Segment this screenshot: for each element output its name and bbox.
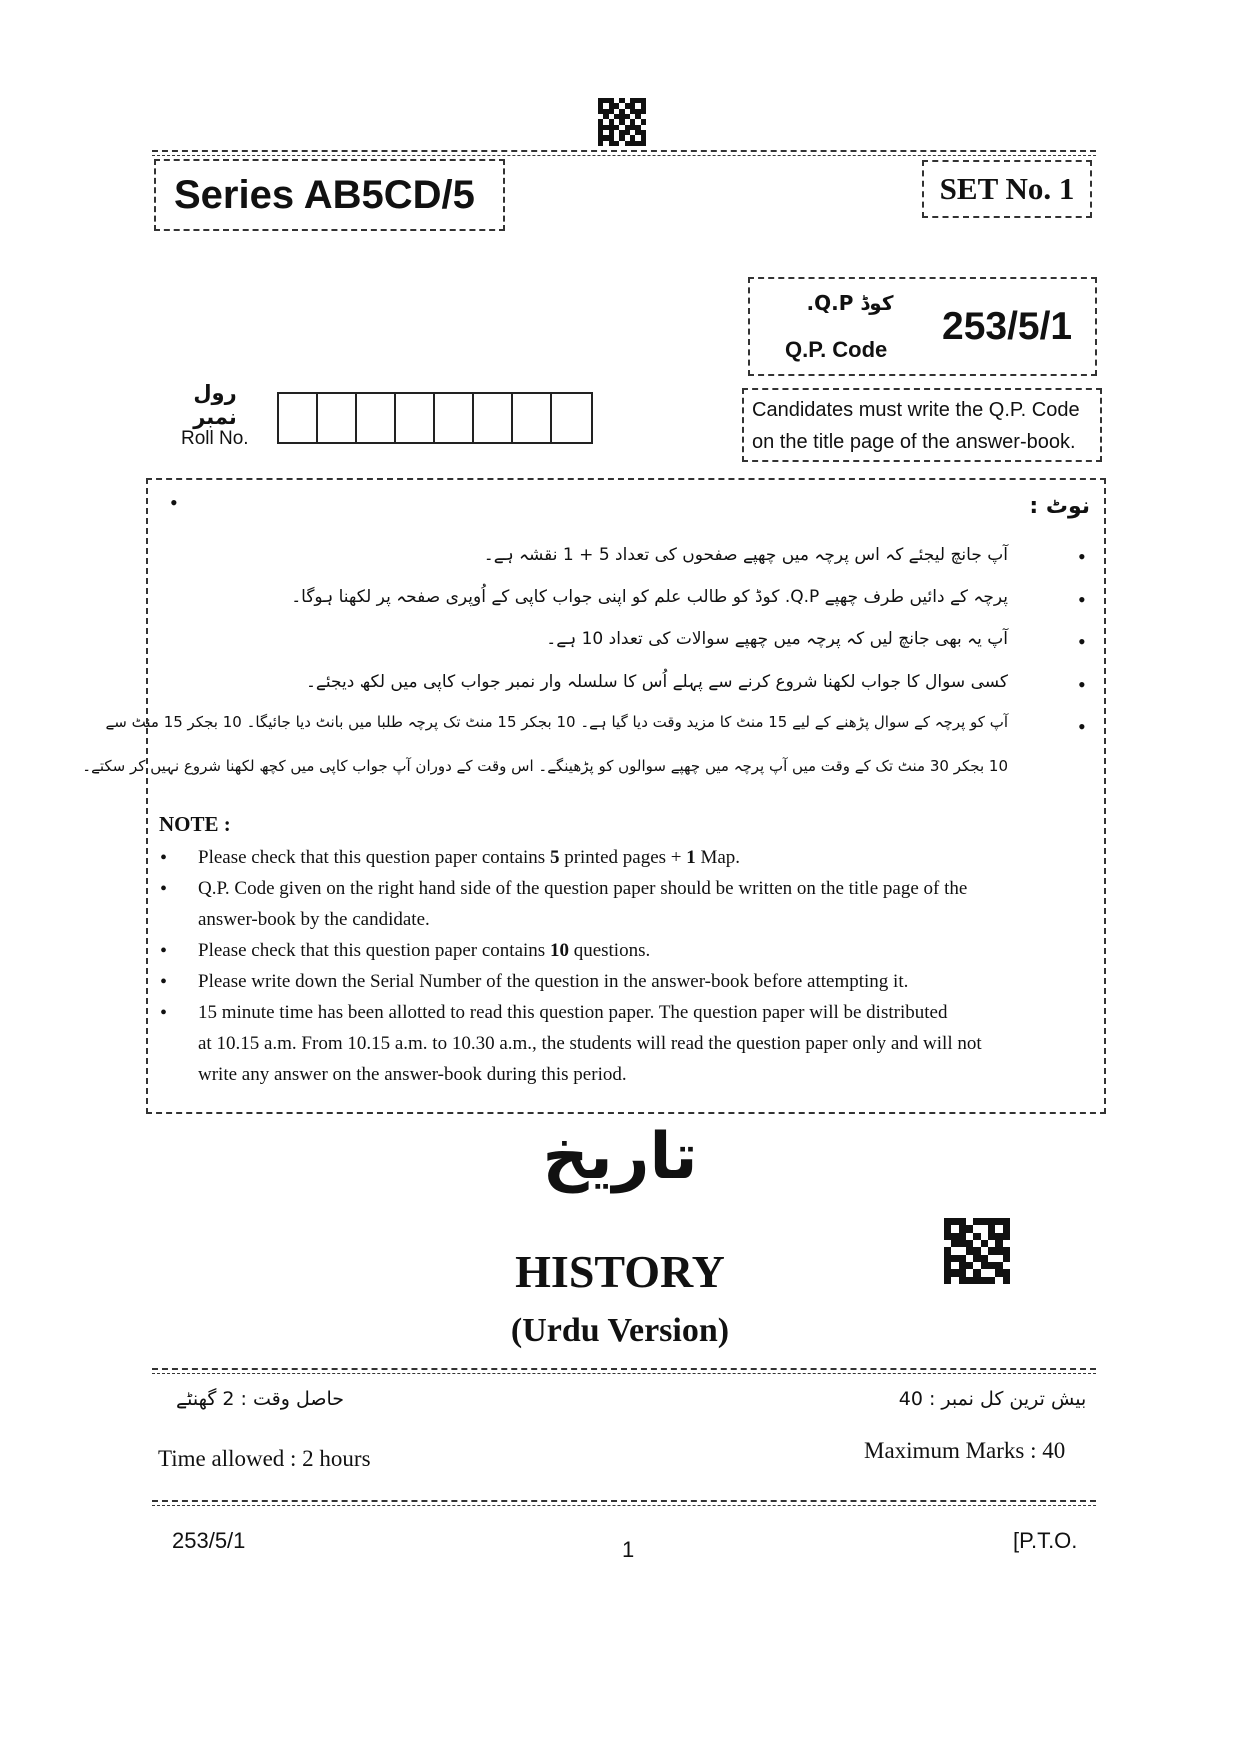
- english-note-item-3: [198, 935, 1078, 966]
- marks-urdu: بیش ترین کل نمبر : 40: [898, 1388, 1087, 1410]
- english-note-item-1: [198, 842, 1078, 873]
- note-text: questions.: [568, 940, 651, 961]
- english-note-heading: NOTE :: [159, 812, 231, 836]
- stray-bullet: •: [170, 490, 178, 515]
- en-bullet: •: [160, 847, 168, 869]
- urdu-note-item-5: آپ کو پرچہ کے سوال پڑھنے کے لیے 15 منٹ کا مزید وقت دیا گیا ہے۔ 10 بجکر 15 منٹ تک پرچہ طلبا میں بانٹ دیا جائیگا۔ 10 بجکر 15 منٹ سے: [105, 713, 1008, 731]
- english-note-item-2a: Q.P. Code given on the right hand side of the question paper should be written on the title page of the: [198, 878, 968, 899]
- roll-digit-box[interactable]: [279, 394, 318, 442]
- roll-digit-box[interactable]: [552, 394, 591, 442]
- history-title: HISTORY: [515, 1246, 725, 1297]
- urdu-title: تاریخ: [542, 1120, 698, 1194]
- en-bullet: •: [160, 940, 168, 962]
- en-bullet: •: [160, 1002, 168, 1024]
- meta-top-divider: [152, 1368, 1096, 1370]
- urdu-note-item-1: آپ جانچ لیجئے کہ اس پرچہ میں چھپے صفحوں کی تعداد 5 + 1 نقشہ ہے۔: [483, 545, 1008, 565]
- top-qr-code: [598, 98, 646, 146]
- qp-code-value: 253/5/1: [942, 305, 1073, 348]
- footer-code: 253/5/1: [172, 1528, 246, 1553]
- roll-digit-box[interactable]: [513, 394, 552, 442]
- note-bold: 10: [549, 940, 569, 961]
- footer-top-divider: [152, 1500, 1096, 1502]
- urdu-bullet: •: [1078, 544, 1086, 569]
- time-urdu: حاصل وقت : 2 گھنٹے: [175, 1388, 345, 1410]
- note-text: Please check that this question paper contains: [198, 940, 550, 961]
- qp-code-box: [748, 277, 1097, 376]
- urdu-note-item-2: پرچہ کے دائیں طرف چھپے Q.P. کوڈ کو طالب علم کو اپنی جواب کاپی کے اُوپری صفحہ پر لکھنا ہوگا۔: [291, 587, 1008, 607]
- urdu-note-item-3: آپ یہ بھی جانچ لیں کہ پرچہ میں چھپے سوالات کی تعداد 10 ہے۔: [546, 629, 1008, 649]
- english-note-item-5a: 15 minute time has been allotted to read this question paper. The question paper will be distributed: [198, 1002, 948, 1023]
- candidate-instruction-line2: on the title page of the answer-book.: [752, 431, 1076, 453]
- candidate-instruction-line1: Candidates must write the Q.P. Code: [752, 399, 1080, 421]
- meta-top-divider-2: [152, 1373, 1096, 1374]
- roll-no-urdu: رول نمبر: [193, 381, 237, 429]
- version-subtitle: (Urdu Version): [510, 1312, 730, 1349]
- candidate-instruction-box: [742, 388, 1102, 462]
- roll-digit-box[interactable]: [318, 394, 357, 442]
- footer-top-divider-2: [152, 1505, 1096, 1506]
- en-bullet: •: [160, 878, 168, 900]
- time-allowed: Time allowed : 2 hours: [158, 1446, 371, 1471]
- urdu-note-item-6: 10 بجکر 30 منٹ تک کے وقت میں آپ پرچہ میں چھپے سوالوں کو پڑھینگے۔ اس وقت کے دوران آپ جواب کاپی میں کچھ لکھنا شروع نہیں کر سکتے۔: [82, 757, 1008, 775]
- series-box: [154, 159, 505, 231]
- top-divider: [152, 150, 1096, 152]
- en-bullet: •: [160, 971, 168, 993]
- pto-label: [P.T.O.: [1013, 1528, 1078, 1553]
- urdu-bullet: •: [1078, 714, 1086, 739]
- english-note-item-2b: answer-book by the candidate.: [198, 909, 430, 930]
- qp-code-urdu: کوڈ Q.P.: [806, 291, 894, 315]
- english-note-item-5c: write any answer on the answer-book during this period.: [198, 1064, 627, 1085]
- urdu-bullet: •: [1078, 629, 1086, 654]
- roll-digit-box[interactable]: [474, 394, 513, 442]
- note-bold: 5: [549, 847, 560, 868]
- urdu-note-item-4: کسی سوال کا جواب لکھنا شروع کرنے سے پہلے اُس کا سلسلہ وار نمبر جواب کاپی میں لکھ دیجئے۔: [305, 672, 1008, 692]
- note-text: printed pages +: [559, 847, 687, 868]
- page-number: 1: [622, 1537, 635, 1562]
- qp-code-label: Q.P. Code: [785, 337, 888, 362]
- urdu-note-heading: نوٹ :: [1029, 494, 1090, 519]
- roll-digit-box[interactable]: [396, 394, 435, 442]
- roll-digit-box[interactable]: [435, 394, 474, 442]
- roll-no-label: Roll No.: [181, 428, 249, 449]
- urdu-bullet: •: [1078, 587, 1086, 612]
- roll-number-grid[interactable]: [277, 392, 593, 444]
- series-label: Series AB5CD/5: [174, 172, 475, 217]
- english-note-item-5b: at 10.15 a.m. From 10.15 a.m. to 10.30 a.m., the students will read the question paper only and will not: [198, 1033, 982, 1054]
- top-divider-2: [152, 155, 1096, 156]
- english-note-item-4: Please write down the Serial Number of the question in the answer-book before attempting it.: [198, 971, 909, 992]
- note-text: Please check that this question paper contains: [198, 847, 550, 868]
- urdu-bullet: •: [1078, 672, 1086, 697]
- set-number: SET No. 1: [939, 171, 1075, 206]
- note-bold: 1: [686, 847, 696, 868]
- set-number-box: [922, 160, 1092, 218]
- note-text: Map.: [695, 847, 741, 868]
- maximum-marks: Maximum Marks : 40: [864, 1438, 1066, 1463]
- roll-digit-box[interactable]: [357, 394, 396, 442]
